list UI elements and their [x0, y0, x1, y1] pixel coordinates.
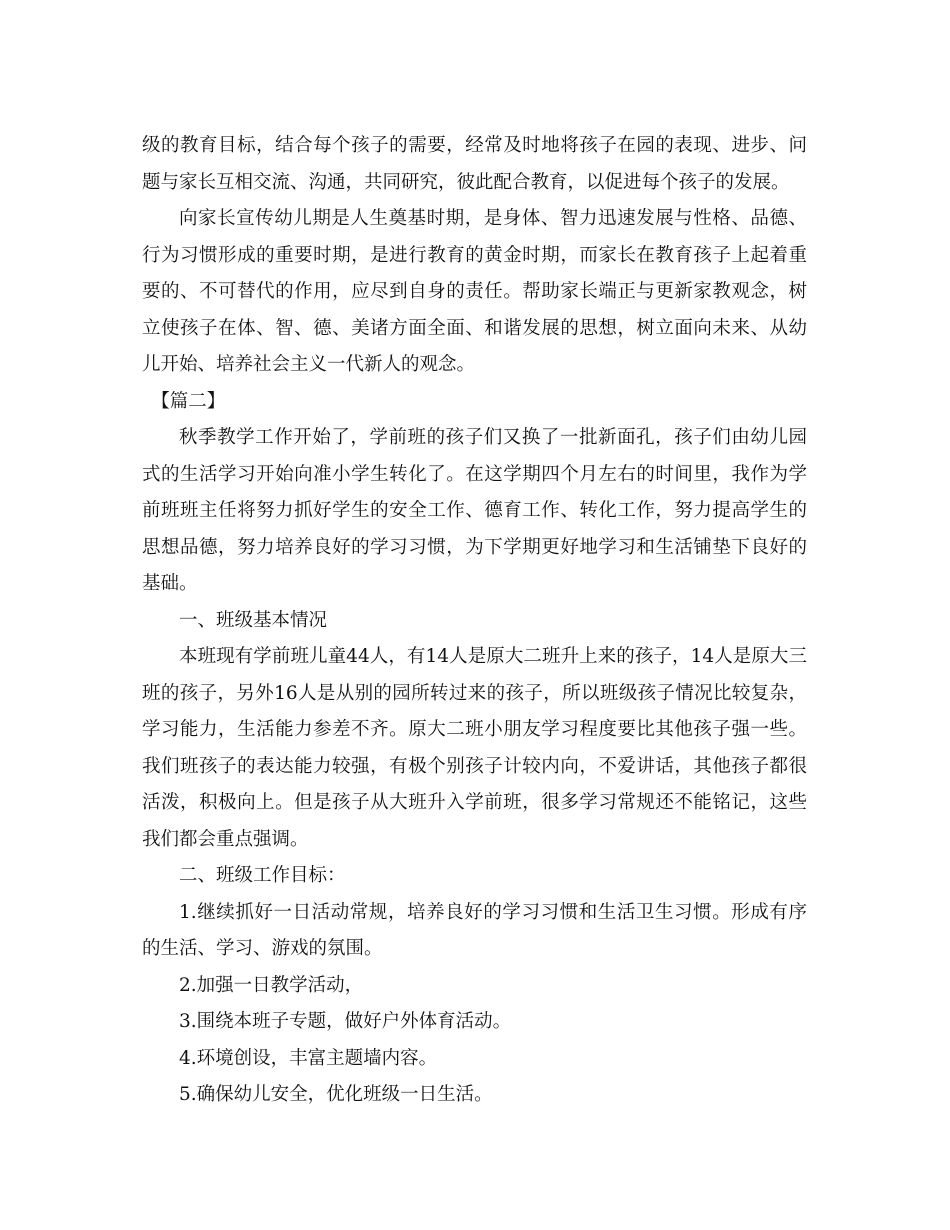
list-item: 4.环境创设，丰富主题墙内容。	[179, 1047, 438, 1069]
subsection-heading: 二、班级工作目标：	[179, 865, 346, 886]
list-item: 5.确保幼儿安全，优化班级一日生活。	[179, 1084, 493, 1105]
list-item: 3.围绕本班子专题，做好户外体育活动。	[179, 1011, 512, 1032]
paragraph: 级的教育目标，结合每个孩子的需要，经常及时地将孩子在园的表现、进步、问题与家长互相交流、沟通，共同研究，彼此配合教育，以促进每个孩子的发展。	[142, 135, 807, 193]
list-item: 2.加强一日教学活动，	[179, 974, 364, 996]
subsection-heading: 一、班级基本情况	[179, 609, 328, 631]
paragraph: 本班现有学前班儿童44人，有14人是原大二班升上来的孩子，14人是原大三班的孩子，另外16人是从别的园所转过来的孩子，所以班级孩子情况比较复杂，学习能力，生活能力参差不齐。原大二班小朋友学习程度要比其他孩子强一些。我们班孩子的表达能力较强，有极个别孩子计较内向，不爱讲话，其他孩子都很活泼，积极向上。但是孩子从大班升入学前班，很多学习常规还不能铭记，这些我们都会重点强调。	[142, 646, 807, 850]
paragraph: 向家长宣传幼儿期是人生奠基时期，是身体、智力迅速发展与性格、品德、行为习惯形成的重要时期，是进行教育的黄金时期，而家长在教育孩子上起着重要的、不可替代的作用，应尽到自身的责任。帮助家长端正与更新家教观念，树立使孩子在体、智、德、美诸方面全面、和谐发展的思想，树立面向未来、从幼儿开始、培养社会主义一代新人的观念。	[142, 208, 807, 375]
list-item: 1.继续抓好一日活动常规，培养良好的学习习惯和生活卫生习惯。形成有序的生活、学习、游戏的氛围。	[142, 901, 807, 959]
section-heading: 【篇二】	[151, 390, 226, 412]
paragraph: 秋季教学工作开始了，学前班的孩子们又换了一批新面孔，孩子们由幼儿园式的生活学习开始向准小学生转化了。在这学期四个月左右的时间里，我作为学前班班主任将努力抓好学生的安全工作、德育工作、转化工作，努力提高学生的思想品德，努力培养良好的学习习惯，为下学期更好地学习和生活铺垫下良好的基础。	[142, 427, 807, 594]
document-body	[142, 128, 807, 1114]
